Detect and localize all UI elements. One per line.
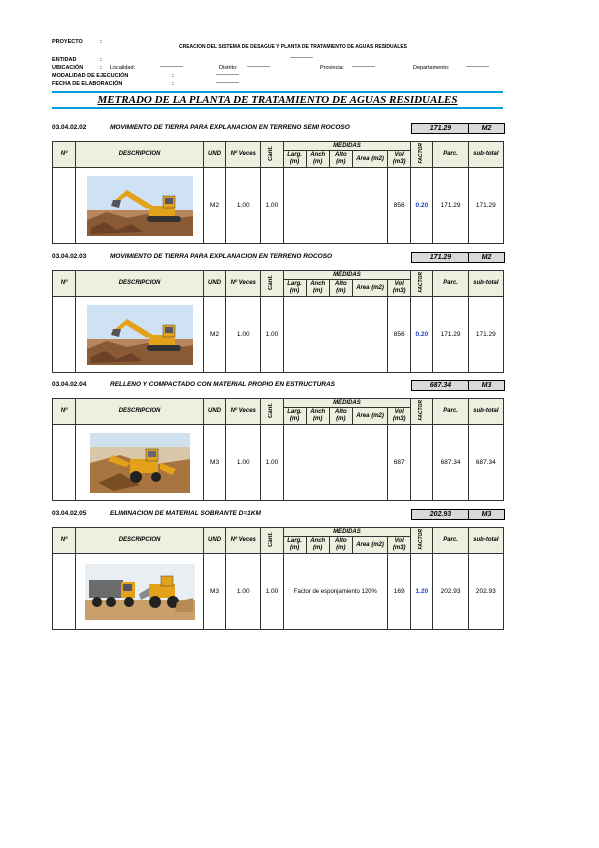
col-medidas-header: MEDIDAS [283,399,411,408]
section-total: 202.93 [411,509,470,520]
col-alto-header: Alto (m) [329,151,352,168]
section-code: 03.04.02.05 [52,510,87,517]
section-code: 03.04.02.02 [52,124,87,131]
col-subtotal-header: sub-total [468,271,503,297]
distrito-value: ----------------- [247,64,270,70]
col-anch-header: Anch (m) [306,280,329,297]
col-vol-header: Vol (m3) [388,280,411,297]
col-medidas-header: MEDIDAS [283,142,411,151]
ubicacion-label: UBICACIÓN [52,65,84,71]
col-vol-header: Vol (m3) [388,537,411,554]
section-total: 171.29 [411,123,470,134]
col-vol-header: Vol (m3) [388,408,411,425]
truck-loader-photo [85,564,195,620]
col-cant-header [261,528,283,554]
cell-cant: 1.00 [261,425,283,501]
section-unit: M2 [468,252,505,263]
entidad-colon: : [100,57,102,63]
col-cant-header [261,399,283,425]
cell-descripcion [76,554,204,630]
cell-und: M3 [203,554,225,630]
col-n-header: Nº [53,528,76,554]
cell-descripcion [76,168,204,244]
col-veces-header: Nº Veces [226,399,261,425]
table-row [53,425,504,501]
departamento-label: Departamento: [413,65,450,71]
cell-n [53,554,76,630]
modalidad-colon: : [172,73,174,79]
entidad-value: ----------------- [290,55,313,61]
col-cant-header [261,271,283,297]
col-subtotal-header: sub-total [468,142,503,168]
col-factor-label: FACTOR [418,271,425,293]
modalidad-label: MODALIDAD DE EJECUCIÓN [52,73,129,79]
section-code: 03.04.02.04 [52,381,87,388]
cell-und: M2 [203,297,225,373]
section-unit: M3 [468,380,505,391]
cell-vol: 169 [388,554,411,630]
col-medidas-header: MEDIDAS [283,528,411,537]
cell-veces: 1.00 [226,425,261,501]
cell-vol: 687 [388,425,411,501]
col-area-header: Area (m2) [352,151,387,168]
cell-parc: 171.29 [433,168,468,244]
cell-nota [283,297,388,373]
fecha-label: FECHA DE ELABORACIÓN [52,81,123,87]
col-parc-header: Parc. [433,399,468,425]
cell-vol: 856 [388,297,411,373]
metrado-table [52,270,504,373]
excavator-photo [87,305,193,365]
col-descripcion-header: DESCRIPCION [76,528,204,554]
col-veces-header: Nº Veces [226,142,261,168]
col-vol-header: Vol (m3) [388,151,411,168]
entidad-label: ENTIDAD [52,57,77,63]
col-alto-header: Alto (m) [329,408,352,425]
col-descripcion-header: DESCRIPCION [76,271,204,297]
col-veces-header: Nº Veces [226,528,261,554]
col-und-header: UND [203,271,225,297]
cell-parc: 171.29 [433,297,468,373]
cell-nota: Factor de esponjamiento 120% [283,554,388,630]
col-larg-header: Larg. (m) [283,280,306,297]
col-anch-header: Anch (m) [306,408,329,425]
cell-subtotal: 687.34 [468,425,503,501]
col-veces-header: Nº Veces [226,271,261,297]
col-cant-label: Cant. [268,531,275,547]
cell-und: M3 [203,425,225,501]
col-subtotal-header: sub-total [468,399,503,425]
col-descripcion-header: DESCRIPCION [76,399,204,425]
col-subtotal-header: sub-total [468,528,503,554]
cell-veces: 1.00 [226,297,261,373]
col-larg-header: Larg. (m) [283,151,306,168]
col-cant-label: Cant. [268,145,275,161]
section-code: 03.04.02.03 [52,253,87,260]
cell-descripcion [76,425,204,501]
cell-n [53,297,76,373]
cell-cant: 1.00 [261,297,283,373]
col-alto-header: Alto (m) [329,280,352,297]
cell-cant: 1.00 [261,168,283,244]
col-medidas-header: MEDIDAS [283,271,411,280]
metrado-table [52,141,504,244]
fecha-colon: : [172,81,174,87]
cell-veces: 1.00 [226,168,261,244]
col-n-header: Nº [53,142,76,168]
col-n-header: Nº [53,271,76,297]
table-row [53,554,504,630]
cell-und: M2 [203,168,225,244]
cell-subtotal: 171.29 [468,297,503,373]
proyecto-value: CREACION DEL SISTEMA DE DESAGUE Y PLANTA DE TRATAMIENTO DE AGUAS RESIDUALES [179,44,407,50]
col-parc-header: Parc. [433,271,468,297]
backhoe-photo [90,433,190,493]
section-unit: M3 [468,509,505,520]
provincia-label: Provincia: [320,65,345,71]
col-area-header: Area (m2) [352,408,387,425]
proyecto-colon: : [100,39,102,45]
col-factor-header [411,271,433,297]
localidad-label: Localidad: [110,65,136,71]
section-total: 687.34 [411,380,470,391]
col-area-header: Area (m2) [352,280,387,297]
cell-subtotal: 202.93 [468,554,503,630]
cell-veces: 1.00 [226,554,261,630]
section-unit: M2 [468,123,505,134]
cell-n [53,168,76,244]
col-factor-label: FACTOR [418,399,425,421]
col-factor-label: FACTOR [418,142,425,164]
col-und-header: UND [203,399,225,425]
cell-factor: 0.20 [411,168,433,244]
table-row [53,168,504,244]
col-und-header: UND [203,528,225,554]
cell-n [53,425,76,501]
col-factor-label: FACTOR [418,528,425,550]
excavator-photo [87,176,193,236]
cell-descripcion [76,297,204,373]
col-n-header: Nº [53,399,76,425]
modalidad-value: ----------------- [216,72,239,78]
col-larg-header: Larg. (m) [283,537,306,554]
col-descripcion-header: DESCRIPCION [76,142,204,168]
col-factor-header [411,528,433,554]
cell-cant: 1.00 [261,554,283,630]
ubicacion-colon: : [100,65,102,71]
cell-factor: 0.20 [411,297,433,373]
fecha-value: ----------------- [216,80,239,86]
cell-vol: 856 [388,168,411,244]
col-alto-header: Alto (m) [329,537,352,554]
col-parc-header: Parc. [433,142,468,168]
section-description: ELIMINACION DE MATERIAL SOBRANTE D=1KM [110,510,261,517]
col-parc-header: Parc. [433,528,468,554]
section-description: MOVIMIENTO DE TIERRA PARA EXPLANACION EN TERRENO ROCOSO [110,253,333,260]
col-anch-header: Anch (m) [306,537,329,554]
departamento-value: ----------------- [466,64,489,70]
col-larg-header: Larg. (m) [283,408,306,425]
page-title: METRADO DE LA PLANTA DE TRATAMIENTO DE AGUAS RESIDUALES [97,94,458,106]
cell-nota [283,168,388,244]
metrado-table [52,527,504,630]
cell-subtotal: 171.29 [468,168,503,244]
col-anch-header: Anch (m) [306,151,329,168]
col-cant-label: Cant. [268,402,275,418]
col-area-header: Area (m2) [352,537,387,554]
proyecto-label: PROYECTO [52,39,83,45]
col-factor-header [411,399,433,425]
col-factor-header [411,142,433,168]
provincia-value: ----------------- [352,64,375,70]
col-cant-label: Cant. [268,274,275,290]
section-description: MOVIMIENTO DE TIERRA PARA EXPLANACION EN TERRENO SEMI ROCOSO [110,124,350,131]
col-und-header: UND [203,142,225,168]
col-cant-header [261,142,283,168]
cell-factor: 1.20 [411,554,433,630]
section-description: RELLENO Y COMPACTADO CON MATERIAL PROPIO EN ESTRUCTURAS [110,381,335,388]
localidad-value: ----------------- [160,64,183,70]
cell-nota [283,425,388,501]
distrito-label: Distrito: [219,65,238,71]
section-total: 171.29 [411,252,470,263]
metrado-table [52,398,504,501]
title-bar [52,91,503,109]
table-row [53,297,504,373]
cell-parc: 687.34 [433,425,468,501]
cell-parc: 202.93 [433,554,468,630]
cell-factor [411,425,433,501]
